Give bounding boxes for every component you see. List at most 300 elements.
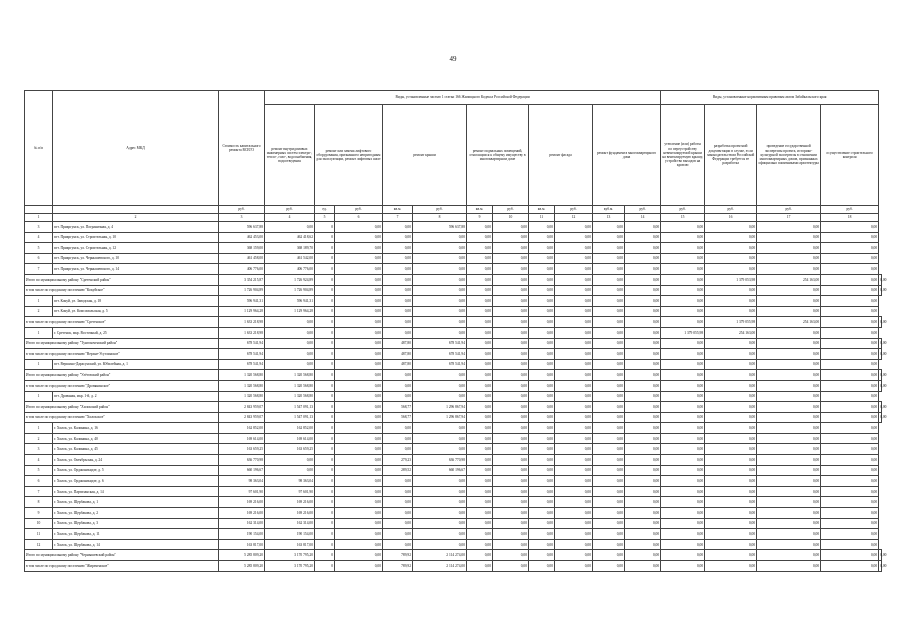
value-cell: 0,00 [593, 349, 625, 360]
value-cell: 0,00 [493, 274, 529, 285]
subtotal-label: Итого по муниципальному району "Улётовский район" [25, 370, 219, 381]
row-number: 5 [25, 243, 53, 254]
address-cell: пгт. Приаргунск, ул. Строительная, д. 10 [53, 232, 219, 243]
value-cell: 596 637,88 [413, 222, 467, 233]
column-number-cell: 7 [383, 214, 413, 222]
value-cell: 0,00 [593, 561, 625, 572]
column-number-cell: 3 [219, 214, 265, 222]
value-cell: 0 [315, 274, 335, 285]
value-cell: 0,00 [413, 380, 467, 391]
row-number: 1 [25, 327, 53, 338]
value-cell: 254 163,00 [705, 327, 757, 338]
table-row [25, 253, 882, 264]
value-cell: 0,00 [593, 539, 625, 550]
value-cell: 0,00 [529, 274, 555, 285]
value-cell: 0,00 [555, 359, 593, 370]
value-cell: 0,00 [593, 380, 625, 391]
value-cell: 1 547 091,13 [265, 412, 315, 423]
value-cell: 678 541,94 [413, 359, 467, 370]
col-basement-header: ремонт подвальных помещений, относящихся к общему имуществу в многоквартирном доме [467, 105, 529, 206]
value-cell: 596 637,88 [219, 222, 265, 233]
value-cell: 0,00 [413, 476, 467, 487]
value-cell: 0,00 [593, 306, 625, 317]
value-cell: 169 216,00 [265, 497, 315, 508]
value-cell: 0,00 [757, 423, 821, 434]
value-cell: 0,00 [555, 433, 593, 444]
value-cell: 0,00 [383, 317, 413, 328]
value-cell: 0,00 [879, 561, 882, 572]
value-cell: 0,00 [413, 444, 467, 455]
value-cell: 0,00 [593, 264, 625, 275]
subtotal-label: Итого по муниципальному району "Чернышевский район" [25, 550, 219, 561]
value-cell: 0,00 [467, 327, 493, 338]
value-cell: 162 314,00 [265, 518, 315, 529]
value-cell: 0,00 [467, 243, 493, 254]
value-cell: 0,00 [529, 285, 555, 296]
value-cell: 1 726 904,89 [265, 285, 315, 296]
value-cell: 0,00 [529, 529, 555, 540]
value-cell: 0,00 [493, 518, 529, 529]
value-cell: 0,00 [625, 253, 661, 264]
value-cell: 0,00 [555, 518, 593, 529]
col-design-header: разработка проектной документации в случае, если законодательством Российской Федерации требуется ее разработка [705, 105, 757, 206]
col-engineering-header: ремонт внутридомовых инженерных систем электро-, тепло-, газо-, водоснабжения, водоотведения [265, 105, 315, 206]
value-cell: 0,00 [661, 497, 705, 508]
row-number: 11 [25, 529, 53, 540]
value-cell: 0 [315, 391, 335, 402]
value-cell: 0,00 [467, 264, 493, 275]
table-row [25, 327, 882, 338]
value-cell: 0,00 [821, 465, 879, 476]
value-cell: 0,00 [661, 550, 705, 561]
value-cell: 0,00 [467, 550, 493, 561]
value-cell: 0,00 [383, 306, 413, 317]
value-cell: 0,00 [593, 402, 625, 413]
units-row [25, 206, 882, 214]
value-cell: 0 [315, 465, 335, 476]
value-cell: 0,00 [625, 476, 661, 487]
value-cell: 0,00 [555, 306, 593, 317]
value-cell: 0,00 [493, 359, 529, 370]
value-cell: 0,00 [413, 243, 467, 254]
value-cell: 0,00 [467, 433, 493, 444]
value-cell: 0,00 [661, 317, 705, 328]
subtotal-row [25, 274, 882, 285]
value-cell: 0,00 [821, 232, 879, 243]
value-cell: 3 170 795,20 [265, 561, 315, 572]
column-number-cell: 12 [555, 214, 593, 222]
value-cell: 169 614,00 [265, 433, 315, 444]
value-cell: 0,00 [493, 486, 529, 497]
value-cell: 0,00 [493, 508, 529, 519]
value-cell: 0,00 [757, 306, 821, 317]
value-cell: 0 [315, 243, 335, 254]
value-cell: 0,00 [335, 412, 383, 423]
value-cell: 0 [315, 444, 335, 455]
value-cell: 0,00 [555, 370, 593, 381]
value-cell: 0,00 [555, 412, 593, 423]
value-cell: 0,00 [661, 306, 705, 317]
value-cell: 0,00 [625, 518, 661, 529]
column-number-cell: 8 [413, 214, 467, 222]
value-cell: 0,00 [593, 433, 625, 444]
col-facade-header: ремонт фасада [529, 105, 593, 206]
address-cell: г. Хилок, ул. Щербакова, д. 2 [53, 508, 219, 519]
value-cell: 0,00 [335, 232, 383, 243]
value-cell: 0,00 [757, 232, 821, 243]
row-number: 12 [25, 539, 53, 550]
value-cell: 169 216,00 [265, 508, 315, 519]
row-number: 7 [25, 486, 53, 497]
unit-cell: куб.м. [593, 206, 625, 214]
value-cell: 0,00 [265, 222, 315, 233]
value-cell: 0,00 [555, 476, 593, 487]
value-cell: 0,00 [661, 455, 705, 466]
value-cell: 0 [315, 455, 335, 466]
value-cell: 0,00 [493, 529, 529, 540]
value-cell: 0 [315, 550, 335, 561]
value-cell: 0,00 [879, 380, 882, 391]
row-number: 2 [25, 306, 53, 317]
row-number: 5 [25, 465, 53, 476]
value-cell: 0,00 [593, 518, 625, 529]
value-cell: 0,00 [879, 412, 882, 423]
value-cell: 0,00 [413, 306, 467, 317]
value-cell: 0,00 [625, 423, 661, 434]
value-cell: 0,00 [593, 412, 625, 423]
value-cell: 0,00 [879, 338, 882, 349]
value-cell: 190 154,00 [265, 529, 315, 540]
value-cell: 0,00 [821, 222, 879, 233]
value-cell: 0,00 [335, 296, 383, 307]
value-cell: 1 379 055,98 [705, 317, 757, 328]
value-cell: 0,00 [821, 433, 879, 444]
value-cell: 678 541,94 [219, 338, 265, 349]
value-cell: 406 776,00 [219, 264, 265, 275]
value-cell: 0,00 [821, 306, 879, 317]
subtotal-label: в том числе по городскому поселению "Верхне-Усуглинское" [25, 349, 219, 360]
value-cell: 0 [315, 423, 335, 434]
value-cell: 0,00 [467, 402, 493, 413]
unit-cell: руб. [413, 206, 467, 214]
value-cell: 0,00 [555, 285, 593, 296]
value-cell: 0 [315, 253, 335, 264]
value-cell: 0,00 [383, 476, 413, 487]
value-cell: 462 418,62 [265, 232, 315, 243]
value-cell: 0 [315, 264, 335, 275]
value-cell: 0,00 [821, 550, 879, 561]
value-cell: 0,00 [467, 232, 493, 243]
value-cell: 0,00 [265, 349, 315, 360]
value-cell: 0,00 [265, 359, 315, 370]
col-num-header: № п/п [25, 91, 53, 206]
value-cell: 0,00 [821, 402, 879, 413]
value-cell: 0,00 [593, 232, 625, 243]
value-cell: 0,00 [757, 391, 821, 402]
value-cell: 368 189,70 [265, 243, 315, 254]
value-cell: 636 770,98 [413, 455, 467, 466]
table-row [25, 497, 882, 508]
value-cell: 0,00 [555, 380, 593, 391]
address-cell: г. Хилок, ул. Щербакова, д. 1 [53, 497, 219, 508]
value-cell: 0,00 [529, 518, 555, 529]
value-cell: 0,00 [383, 423, 413, 434]
value-cell: 0,00 [821, 370, 879, 381]
value-cell: 0,00 [529, 486, 555, 497]
subtotal-label: в том числе по городскому поселению "Сретенское" [25, 317, 219, 328]
value-cell: 1 320 568,80 [219, 380, 265, 391]
value-cell: 0,00 [593, 391, 625, 402]
table-row [25, 465, 882, 476]
value-cell: 0,00 [467, 561, 493, 572]
value-cell: 0,00 [467, 486, 493, 497]
value-cell: 0,00 [821, 338, 879, 349]
column-number-cell: 5 [315, 214, 335, 222]
value-cell: 0,00 [265, 317, 315, 328]
value-cell: 678 541,94 [413, 338, 467, 349]
value-cell: 0,00 [555, 550, 593, 561]
value-cell: 0,00 [335, 380, 383, 391]
value-cell: 0,00 [757, 518, 821, 529]
value-cell: 0,00 [383, 327, 413, 338]
value-cell: 0,00 [493, 285, 529, 296]
value-cell: 462 453,00 [219, 232, 265, 243]
value-cell: 406 776,00 [265, 264, 315, 275]
value-cell: 0,00 [413, 508, 467, 519]
value-cell: 0,00 [757, 444, 821, 455]
value-cell: 0,00 [383, 243, 413, 254]
value-cell: 0,00 [821, 253, 879, 264]
value-cell: 0,00 [493, 550, 529, 561]
value-cell: 0,00 [821, 296, 879, 307]
value-cell: 0,00 [493, 370, 529, 381]
value-cell: 0,00 [335, 561, 383, 572]
value-cell: 0,00 [529, 402, 555, 413]
row-number: 7 [25, 264, 53, 275]
value-cell: 254 163,00 [757, 274, 821, 285]
value-cell: 0,00 [383, 486, 413, 497]
value-cell: 0,00 [383, 508, 413, 519]
value-cell: 0,00 [705, 433, 757, 444]
address-cell: пгт. Приаргунск, ул. Чернышевского, д. 10 [53, 253, 219, 264]
value-cell: 0 [315, 359, 335, 370]
col-expertise-header: проведение государственной экспертизы проекта, историко-культурной экспертизы в отношении многоквартирных домов, признанных официально памятниками архитектуры [757, 105, 821, 206]
row-number: 4 [25, 232, 53, 243]
value-cell: 0,00 [529, 476, 555, 487]
value-cell: 0,00 [705, 243, 757, 254]
value-cell: 0,00 [821, 423, 879, 434]
value-cell: 0,00 [335, 455, 383, 466]
value-cell: 0 [315, 476, 335, 487]
value-cell: 163 659,25 [219, 444, 265, 455]
value-cell: 0 [315, 370, 335, 381]
table-row [25, 232, 882, 243]
value-cell: 487,80 [383, 338, 413, 349]
value-cell: 0,00 [555, 253, 593, 264]
value-cell: 0,00 [879, 317, 882, 328]
value-cell: 0,00 [757, 433, 821, 444]
value-cell: 0,00 [757, 253, 821, 264]
value-cell: 0,00 [705, 253, 757, 264]
column-number-cell: 10 [493, 214, 529, 222]
table-row [25, 539, 882, 550]
value-cell: 0,00 [661, 529, 705, 540]
value-cell: 0,00 [593, 285, 625, 296]
value-cell: 0,00 [661, 561, 705, 572]
value-cell: 0,00 [493, 317, 529, 328]
value-cell: 97 601,90 [219, 486, 265, 497]
value-cell: 0,00 [335, 529, 383, 540]
table-row [25, 222, 882, 233]
value-cell: 0,00 [661, 264, 705, 275]
value-cell: 0,00 [467, 296, 493, 307]
value-cell: 0,00 [555, 338, 593, 349]
subtotal-row [25, 561, 882, 572]
value-cell: 0,00 [493, 349, 529, 360]
value-cell: 0,00 [625, 232, 661, 243]
value-cell: 0,00 [705, 232, 757, 243]
value-cell: 0,00 [467, 253, 493, 264]
value-cell: 0,00 [661, 433, 705, 444]
address-cell: г. Хилок, ул. Щербакова, д. 3 [53, 518, 219, 529]
address-cell: пгт. Вершино-Дарасунский, ул. Юбилейная, д. 1 [53, 359, 219, 370]
value-cell: 0,00 [529, 232, 555, 243]
value-cell: 0,00 [493, 465, 529, 476]
value-cell: 0,00 [467, 338, 493, 349]
value-cell: 2 114 274,00 [413, 561, 467, 572]
value-cell: 0,00 [467, 444, 493, 455]
value-cell: 0,00 [383, 222, 413, 233]
row-number: 1 [25, 359, 53, 370]
table-row [25, 508, 882, 519]
capital-repair-table [24, 90, 887, 572]
value-cell: 0,00 [661, 476, 705, 487]
subtotal-row [25, 402, 882, 413]
row-number: 1 [25, 296, 53, 307]
value-cell: 0,00 [879, 349, 882, 360]
address-cell: пгт. Кокуй, ул. Комсомольская, д. 5 [53, 306, 219, 317]
value-cell: 0,00 [383, 529, 413, 540]
address-cell: пгт. Приаргунск, ул. Строительная, д. 12 [53, 243, 219, 254]
row-number: 8 [25, 497, 53, 508]
value-cell: 0,00 [705, 412, 757, 423]
value-cell: 0,00 [467, 349, 493, 360]
value-cell: 0,00 [335, 497, 383, 508]
value-cell: 0,00 [821, 486, 879, 497]
value-cell: 0,00 [335, 476, 383, 487]
unit-cell: ед. [315, 206, 335, 214]
value-cell: 0,00 [593, 370, 625, 381]
value-cell: 0,00 [335, 338, 383, 349]
value-cell: 1 129 964,28 [265, 306, 315, 317]
value-cell: 0,00 [625, 380, 661, 391]
value-cell: 0,00 [821, 539, 879, 550]
value-cell: 0,00 [493, 327, 529, 338]
address-cell: пгт. Приаргунск, ул. Чернышевского, д. 14 [53, 264, 219, 275]
value-cell: 0,00 [625, 539, 661, 550]
table-row [25, 476, 882, 487]
value-cell: 0,00 [757, 285, 821, 296]
value-cell: 789,92 [383, 550, 413, 561]
value-cell: 0,00 [555, 561, 593, 572]
table-row [25, 243, 882, 254]
value-cell: 0,00 [335, 274, 383, 285]
address-cell: г. Хилок, ул. Щербакова, д. 11 [53, 529, 219, 540]
value-cell: 0,00 [625, 264, 661, 275]
value-cell: 1 320 568,80 [265, 391, 315, 402]
value-cell: 0,00 [493, 296, 529, 307]
value-cell: 0,00 [529, 338, 555, 349]
value-cell: 0,00 [757, 529, 821, 540]
value-cell: 0,00 [383, 296, 413, 307]
value-cell: 0,00 [335, 444, 383, 455]
col-foundation-header: ремонт фундамента многоквартирного дома [593, 105, 661, 206]
value-cell: 0,00 [821, 444, 879, 455]
value-cell: 0,00 [821, 391, 879, 402]
value-cell: 0,00 [335, 264, 383, 275]
value-cell: 5 285 809,20 [219, 550, 265, 561]
value-cell: 0,00 [661, 423, 705, 434]
value-cell: 0,00 [705, 561, 757, 572]
value-cell: 0,00 [555, 264, 593, 275]
value-cell: 0,00 [625, 486, 661, 497]
value-cell: 0,00 [467, 412, 493, 423]
value-cell: 0,00 [529, 243, 555, 254]
subtotal-row [25, 285, 882, 296]
value-cell: 0,00 [555, 444, 593, 455]
table-row [25, 486, 882, 497]
value-cell: 0,00 [705, 359, 757, 370]
value-cell: 0,00 [625, 433, 661, 444]
band-regional-header: Виды, установленные нормативным правовым актом Забайкальского края [661, 91, 879, 105]
value-cell: 0,00 [593, 274, 625, 285]
value-cell: 0,00 [661, 243, 705, 254]
value-cell: 0,00 [555, 391, 593, 402]
value-cell: 0,00 [757, 539, 821, 550]
value-cell: 0,00 [413, 253, 467, 264]
value-cell: 163 659,25 [265, 444, 315, 455]
value-cell: 0,00 [705, 508, 757, 519]
value-cell: 0,00 [661, 465, 705, 476]
value-cell: 0 [315, 222, 335, 233]
value-cell: 0,00 [625, 306, 661, 317]
value-cell: 0,00 [529, 444, 555, 455]
value-cell: 1 726 904,89 [219, 285, 265, 296]
subtotal-row [25, 338, 882, 349]
value-cell: 0,00 [493, 433, 529, 444]
value-cell: 487,80 [383, 359, 413, 370]
value-cell: 0,00 [625, 444, 661, 455]
table-row [25, 391, 882, 402]
value-cell: 0,00 [335, 317, 383, 328]
value-cell: 0,00 [625, 465, 661, 476]
value-cell: 0 [315, 561, 335, 572]
value-cell: 487,80 [383, 349, 413, 360]
subtotal-label: в том числе по городскому поселению "Кокуйское" [25, 285, 219, 296]
value-cell: 98 363,04 [219, 476, 265, 487]
value-cell: 0,00 [529, 550, 555, 561]
row-number: 1 [25, 423, 53, 434]
value-cell: 0,00 [529, 349, 555, 360]
value-cell: 2 843 959,07 [219, 412, 265, 423]
value-cell: 0,00 [705, 550, 757, 561]
value-cell: 0,00 [821, 327, 879, 338]
col-total-header: Стоимость капитального ремонта ВСЕГО [219, 91, 265, 206]
row-number: 4 [25, 455, 53, 466]
value-cell: 0,00 [493, 243, 529, 254]
value-cell: 0,00 [493, 539, 529, 550]
value-cell: 162 852,00 [219, 423, 265, 434]
